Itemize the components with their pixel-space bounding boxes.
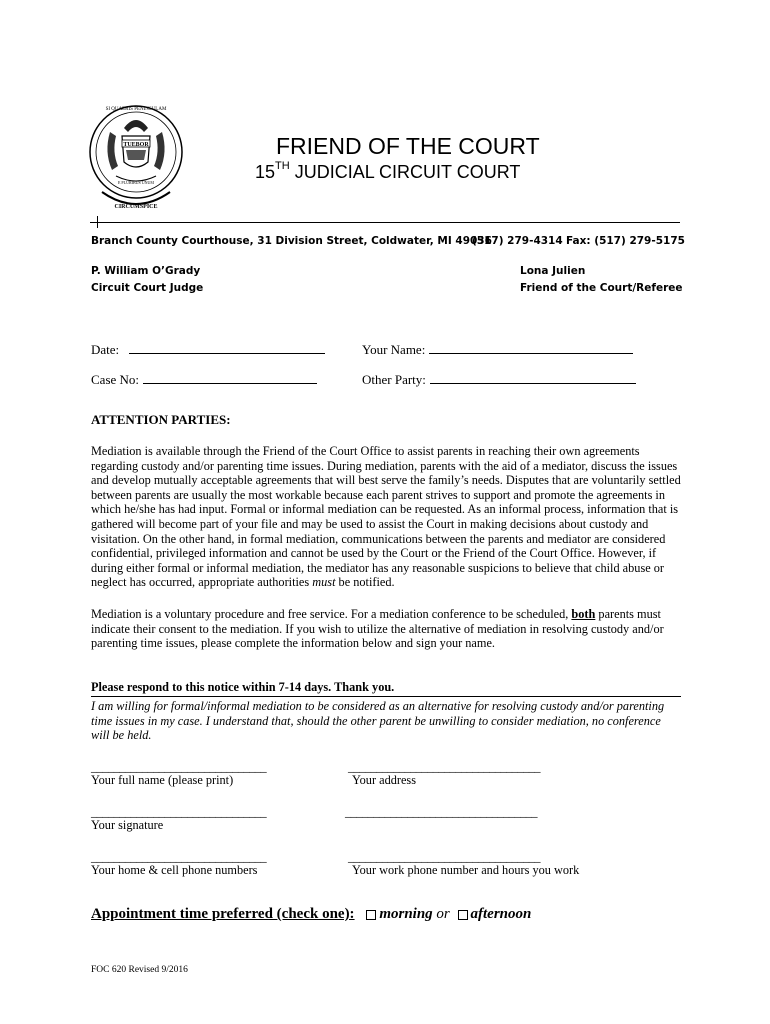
home-phone-label: Your home & cell phone numbers: [91, 863, 258, 877]
attention-heading: ATTENTION PARTIES:: [91, 412, 231, 427]
header-divider-tick: [97, 216, 98, 228]
seal-bottom-text: CIRCUMSPICE: [114, 204, 158, 210]
full-name-line[interactable]: _______________________________: [91, 760, 267, 774]
form-id: FOC 620 Revised 9/2016: [91, 965, 188, 975]
seal-shield-text: TUEBOR: [123, 142, 149, 148]
date-label: Date:: [91, 342, 120, 357]
respond-divider: [91, 696, 681, 697]
work-phone-line[interactable]: __________________________________: [348, 850, 541, 864]
other-party-field[interactable]: [362, 370, 636, 388]
respond-notice: Please respond to this notice within 7-14 days. Thank you.: [91, 680, 395, 694]
courthouse-address: Branch County Courthouse, 31 Division Street, Coldwater, MI 49036: [91, 235, 492, 247]
michigan-state-seal: [86, 92, 186, 216]
afternoon-label: afternoon: [470, 906, 532, 922]
other-party-label: Other Party:: [362, 372, 426, 387]
appointment-preference: [91, 906, 531, 923]
seal-ribbon-text: E PLURIBUS UNUM: [117, 180, 155, 185]
or-label: or: [432, 906, 454, 922]
case-no-field[interactable]: [91, 370, 317, 388]
seal-top-text: SI QUAERIS PENINSULAM: [105, 107, 167, 112]
appointment-label: Appointment time preferred (check one):: [91, 906, 355, 922]
signature-label: Your signature: [91, 818, 164, 832]
date-field[interactable]: [91, 340, 325, 358]
page-title: FRIEND OF THE COURT: [276, 133, 540, 159]
consent-paragraph: Mediation is a voluntary procedure and free service. For a mediation conference to be scheduled, both parents must indicate their consent to the mediation. If you wish to utilize the alternative of mediation in resolving custody and/or parenting time issues, please complete the information below and sign your name.: [91, 607, 664, 651]
header-divider: [90, 222, 680, 223]
courthouse-fax: Fax: (517) 279-5175: [566, 235, 685, 247]
page-subtitle: 15TH JUDICIAL CIRCUIT COURT: [255, 160, 521, 182]
address-label: Your address: [352, 773, 416, 787]
case-no-label: Case No:: [91, 372, 140, 387]
willing-statement: I am willing for formal/informal mediation to be considered as an alternative for resolving custody and/or parenting time issues in my case. I understand that, should the other parent be unwilling to consider mediation, no conference will be held.: [91, 699, 665, 743]
full-name-label: Your full name (please print): [91, 773, 234, 787]
other-party-line[interactable]: [430, 370, 636, 384]
signature-line[interactable]: _______________________________: [91, 805, 267, 819]
referee-title: Friend of the Court/Referee: [520, 282, 683, 294]
address-line[interactable]: __________________________________: [348, 760, 541, 774]
your-name-label: Your Name:: [362, 342, 426, 357]
morning-checkbox[interactable]: [366, 910, 376, 920]
date-line[interactable]: [129, 340, 325, 354]
work-phone-label: Your work phone number and hours you work: [352, 863, 580, 877]
judge-title: Circuit Court Judge: [91, 282, 204, 294]
signature-right-line[interactable]: __________________________________: [345, 805, 538, 819]
courthouse-phone: (517) 279-4314: [472, 235, 563, 247]
your-name-line[interactable]: [429, 340, 633, 354]
referee-name: Lona Julien: [520, 265, 586, 277]
home-phone-line[interactable]: _______________________________: [91, 850, 267, 864]
your-name-field[interactable]: [362, 340, 633, 358]
judge-name: P. William O’Grady: [91, 265, 201, 277]
morning-label: morning: [379, 906, 433, 922]
case-no-line[interactable]: [143, 370, 317, 384]
afternoon-checkbox[interactable]: [458, 910, 468, 920]
mediation-paragraph: Mediation is available through the Friend of the Court Office to assist parents in reaching their own agreements regarding custody and/or parenting time issues. During mediation, parents with the aid of a mediator, discuss the issues and develop mutually acceptable agreements that will best serve the family’s needs. Disputes that are voluntarily settled between parents are usually the most workable because each parent strives to support and promote the agreements in which he/she has had input. Formal or informal mediation can be requested. As an informal process, information that is gathered will become part of your file and may be used to assist the Court in making decisions about custody and visitation. On the other hand, in formal mediation, communications between the parents and mediator are considered confidential, privileged information and cannot be used by the Court or the Friend of the Court Office. However, if during either formal or informal mediation, the mediator has any reasonable suspicions to believe that child abuse or neglect has occurred, appropriate authorities must be notified.: [91, 444, 681, 590]
